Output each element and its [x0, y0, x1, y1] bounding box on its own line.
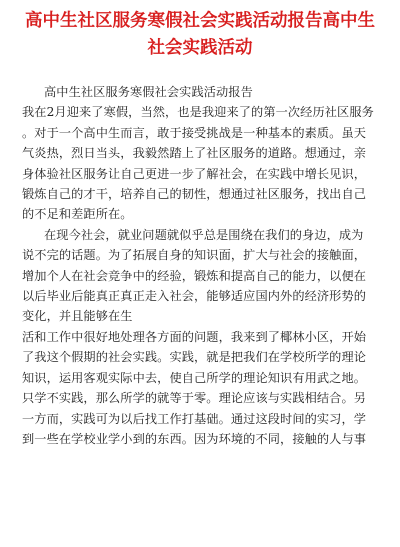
text-line: 知识，运用客观实际中去，使自己所学的理论知识有用武之地。: [22, 370, 367, 385]
page-title-line-2: 社会实践活动: [147, 38, 253, 58]
text-line: 一方而，实践可为以后找工作打基础。通过这段时间的实习，学: [22, 411, 367, 426]
document-body: [22, 82, 378, 449]
text-line: 了我这个假期的社会实践。实践，就是把我们在学校所学的理论: [22, 350, 367, 365]
paragraph-3: [22, 327, 378, 449]
text-line: 变化，并且能够在生: [22, 309, 133, 324]
text-line: 说不完的话题。为了拓展自身的知识面，扩大与社会的接触面，: [22, 248, 367, 263]
paragraph-2: [22, 225, 378, 327]
text-line: 只学不实践，那么所学的就等于零。理论应该与实践相结合。另: [22, 391, 367, 406]
text-line: 气炎热，烈日当头，我毅然踏上了社区服务的道路。想通过，亲: [22, 146, 367, 161]
page-title: [22, 8, 378, 62]
text-line: 在现今社会，就业问题就似乎总是围绕在我们的身边，成为: [44, 227, 364, 242]
text-line: 我在2月迎来了寒假，当然，也是我迎来了的第一次经历社区服务: [22, 105, 374, 120]
page-title-line-1: 高中生社区服务寒假社会实践活动报告高中生: [25, 11, 375, 31]
text-line: 以后毕业后能真正真正走入社会，能够适应国内外的经济形势的: [22, 289, 367, 304]
text-line: 。对于一个高中生而言，敢于接受挑战是一种基本的素质。虽天: [22, 125, 367, 140]
text-line: 身体验社区服务让自己更进一步了解社会，在实践中增长见识，: [22, 166, 367, 181]
text-line: 到一些在学校业学小到的东西。因为环境的不同，接触的人与事: [22, 431, 367, 446]
text-line: 的不足和差距所在。: [22, 207, 133, 222]
text-line: 活和工作中很好地处理各方面的问题，我来到了椰林小区，开始: [22, 329, 367, 344]
document-heading: 高中生社区服务寒假社会实践活动报告: [44, 85, 253, 99]
text-line: 增加个人在社会竞争中的经验，锻炼和提高自己的能力，以便在: [22, 268, 367, 283]
text-line: 锻炼自己的才干，培养自己的韧性，想通过社区服务，找出自己: [22, 187, 367, 202]
paragraph-1: [22, 102, 378, 224]
